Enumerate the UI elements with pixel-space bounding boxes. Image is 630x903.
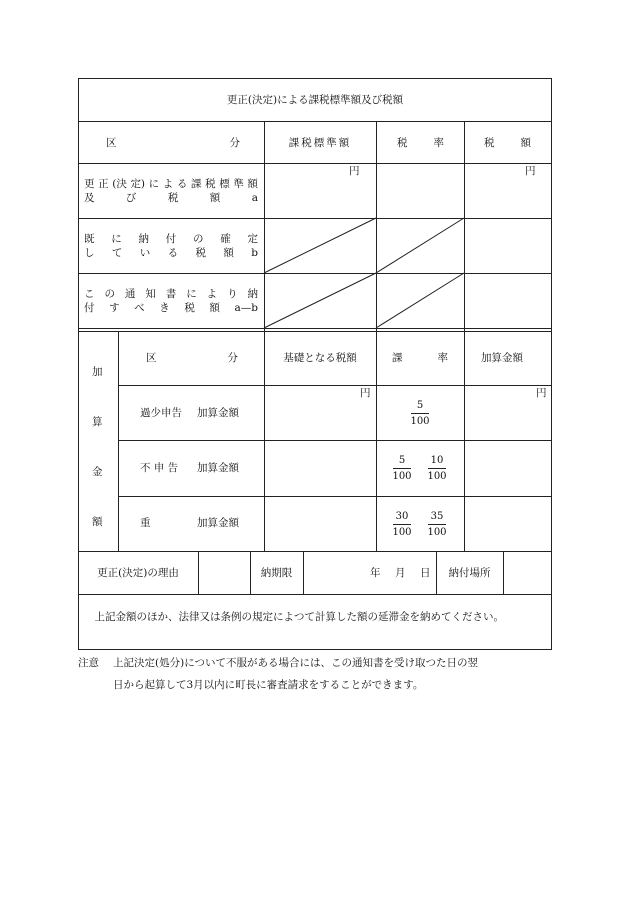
label-char: び xyxy=(125,192,137,204)
kasan-side-label: 加 算 金 額 xyxy=(92,366,103,528)
label-char: る xyxy=(176,178,188,190)
row1-label-b: 加算金額 xyxy=(197,407,239,419)
label-char: し xyxy=(84,247,95,259)
label-char: 準 xyxy=(233,178,244,190)
tax-amount-header: 税 額 xyxy=(484,137,531,149)
label-char: 定 xyxy=(247,233,258,245)
label-char: 税 xyxy=(184,302,195,314)
row-b-label xyxy=(84,232,258,260)
rate-fraction: 5 100 xyxy=(410,400,430,427)
label-char: 税 xyxy=(205,178,216,190)
label-char: 知 xyxy=(145,288,156,300)
label-char: 額 xyxy=(247,178,258,190)
label-char: よ xyxy=(206,288,218,300)
label-char: 書 xyxy=(165,288,177,300)
label-char: 付 xyxy=(84,302,95,314)
label-char: 納 xyxy=(247,288,258,300)
notice-text: 上記金額のほか、法律又は条例の規定によつて計算した額の延滞金を納めてください。 xyxy=(94,611,504,623)
row3-label-b: 加算金額 xyxy=(197,517,239,529)
label-char: す xyxy=(109,302,120,314)
label-char: 額 xyxy=(209,302,220,314)
label-char: て xyxy=(111,247,123,259)
label-char: 定) xyxy=(130,178,146,190)
label-char: 課 xyxy=(190,178,202,190)
label-char: 正 xyxy=(98,178,109,190)
label-char: 確 xyxy=(220,233,231,245)
yen-unit: 円 xyxy=(349,165,360,177)
label-char: 税 xyxy=(167,192,179,204)
label-char: a xyxy=(251,192,258,204)
label-char: こ xyxy=(84,288,95,300)
row2-label-b: 加算金額 xyxy=(197,462,239,474)
label-char: よ xyxy=(162,178,174,190)
label-char: の xyxy=(193,233,204,245)
label-char: 通 xyxy=(124,288,136,300)
label-char: の xyxy=(104,288,115,300)
label-char: に xyxy=(186,288,197,300)
row-c-label xyxy=(84,287,258,315)
label-char: る xyxy=(167,247,179,259)
label-char: 納 xyxy=(138,233,149,245)
label-char: (決 xyxy=(112,178,127,190)
payment-place-label: 納付場所 xyxy=(448,567,491,579)
label-char: に xyxy=(111,233,122,245)
yen-unit: 円 xyxy=(360,387,371,399)
row2-label-a: 不 申 告 xyxy=(140,462,179,474)
rate-header: 課 率 xyxy=(392,352,448,364)
deadline-label: 納期限 xyxy=(260,567,293,579)
label-char: 及 xyxy=(84,192,95,204)
label-char: 更 xyxy=(84,178,95,190)
kubun-header: 区 分 xyxy=(146,352,238,364)
yen-unit: 円 xyxy=(525,165,536,177)
rate-fraction: 30 100 xyxy=(392,511,412,538)
label-char: に xyxy=(148,178,160,190)
rate-fraction: 35 100 xyxy=(427,511,447,538)
label-char: b xyxy=(251,247,258,259)
label-char: 額 xyxy=(223,247,234,259)
yen-unit: 円 xyxy=(536,387,547,399)
row-a-label xyxy=(84,177,258,205)
label-char: a—b xyxy=(234,302,258,314)
row3-label-a: 重 xyxy=(140,517,151,529)
base-tax-header: 基礎となる税額 xyxy=(283,352,357,364)
day-label: 日 xyxy=(420,567,431,579)
kasan-amount-header: 加算金額 xyxy=(481,352,523,364)
label-char: 付 xyxy=(165,233,177,245)
rate-fraction: 5 100 xyxy=(392,455,412,482)
rate-fraction: 10 100 xyxy=(427,455,447,482)
year-label: 年 xyxy=(370,567,381,579)
label-char: 標 xyxy=(219,178,230,190)
note-line1: 上記決定(処分)について不服がある場合には、この通知書を受け取つた日の翌 xyxy=(113,657,478,669)
note-label: 注意 xyxy=(78,657,99,669)
label-char: 額 xyxy=(209,192,221,204)
label-char: き xyxy=(159,302,170,314)
label-char: 既 xyxy=(84,233,95,245)
label-char: い xyxy=(139,247,151,259)
page-title: 更正(決定)による課税標準額及び税額 xyxy=(226,94,404,106)
month-label: 月 xyxy=(395,567,406,579)
tax-rate-header: 税 率 xyxy=(397,137,444,149)
note-line2: 日から起算して3月以内に町長に審査請求をすることができます。 xyxy=(113,679,424,691)
label-char: べ xyxy=(134,302,145,314)
reason-label: 更正(決定)の理由 xyxy=(97,567,179,579)
tax-base-header: 課税標準額 xyxy=(288,137,352,149)
row1-label-a: 過少申告 xyxy=(140,407,182,419)
label-char: 税 xyxy=(195,247,206,259)
kubun-header: 区 分 xyxy=(106,137,240,149)
label-char: り xyxy=(227,288,238,300)
